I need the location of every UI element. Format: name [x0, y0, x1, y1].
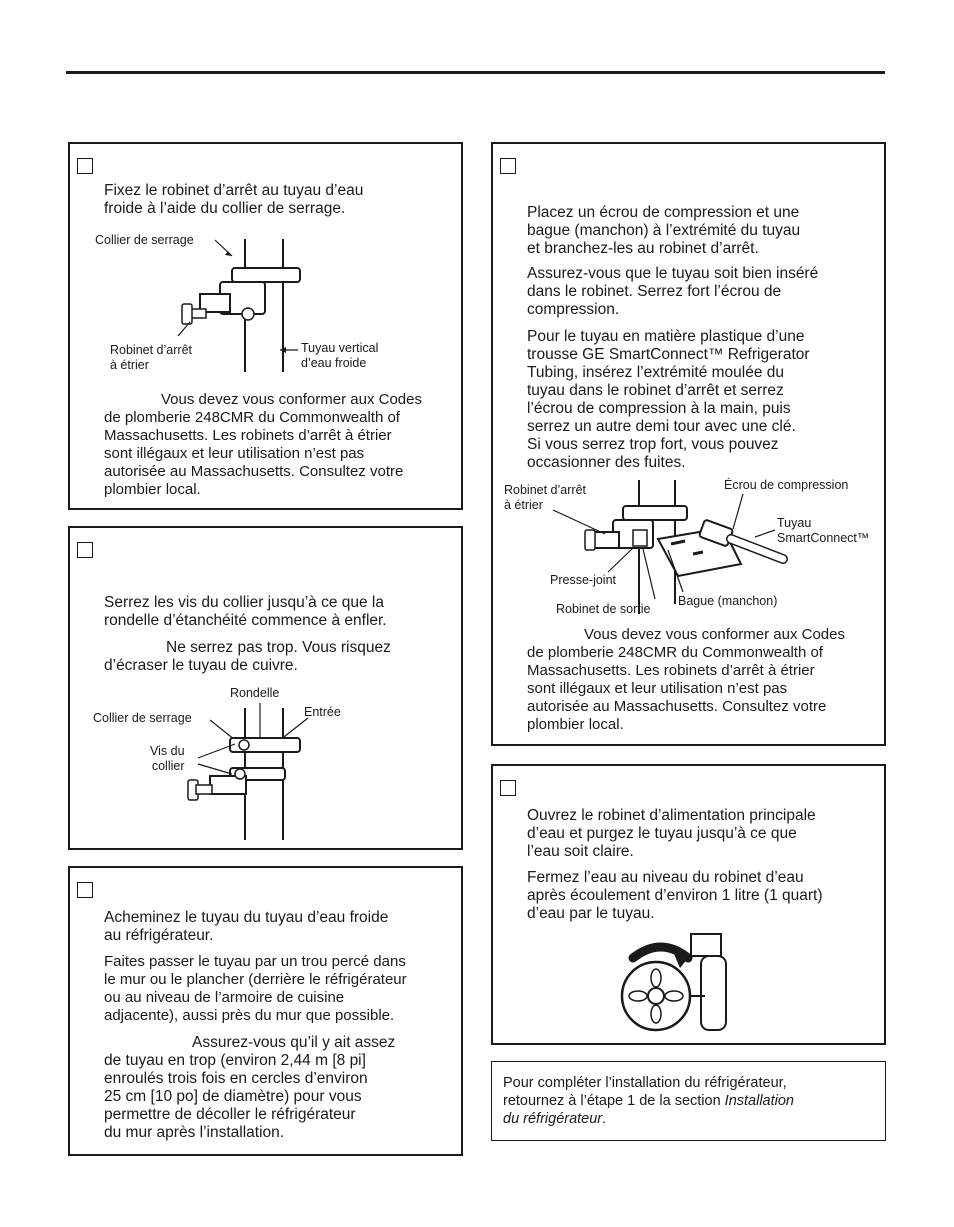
step3-box — [68, 866, 463, 1156]
final-note-link[interactable]: Installation du réfrigérateur — [503, 1093, 794, 1127]
water-valve-illustration — [493, 766, 888, 1047]
label-robinet-de-sortie: Robinet de sortie — [556, 602, 651, 616]
label-robinet-arret-etrier-4: Robinet d’arrêt à étrier — [504, 483, 586, 512]
step3-para3: Assurez-vous qu’il y ait assez de tuyau en trop (environ 2,44 m [8 pi] enroulés trois fois en cercles d’environ 25 cm [10 po] de diamètre) pour vous permettre de décoller le réfrigérateur du mur après l’installation. — [104, 1034, 396, 1141]
label-robinet-arret-etrier: Robinet d’arrêt à étrier — [110, 343, 192, 372]
step1-box — [68, 142, 463, 510]
label-entree: Entrée — [304, 705, 341, 719]
final-note-plain: Pour compléter l’installation du réfrigérateur, retournez à l’étape 1 de la section — [503, 1075, 787, 1109]
step4-para1: Placez un écrou de compression et une bague (manchon) à l’extrémité du tuyau et branchez-les au robinet d’arrêt. — [527, 204, 801, 257]
step5-box — [491, 764, 886, 1045]
step4-box — [491, 142, 886, 746]
step4-para3: Pour le tuyau en matière plastique d’une trousse GE SmartConnect™ Refrigerator Tubing, insérez l’extrémité moulée du tuyau dans le robinet d’arrêt et serrez l’écrou de compression à la main, puis serrez un autre demi tour avec une clé. Si vous serrez trop fort, vous pouvez occasionner des fuites. — [527, 328, 810, 471]
label-bague-manchon: Bague (manchon) — [678, 594, 778, 608]
final-note-text — [503, 1074, 794, 1128]
step2-instruction: Serrez les vis du collier jusqu’à ce que la rondelle d’étanchéité commence à enfler. — [104, 594, 387, 629]
step2-box — [68, 526, 463, 850]
step3-para1: Acheminez le tuyau du tuyau d’eau froide au réfrigérateur. — [104, 909, 389, 944]
label-tuyau-smartconnect: Tuyau SmartConnect™ — [777, 516, 870, 545]
step2-caution: Ne serrez pas trop. Vous risquez d’écraser le tuyau de cuivre. — [104, 639, 391, 674]
label-tuyau-vertical: Tuyau vertical d’eau froide — [301, 341, 379, 370]
label-ecrou-compression: Écrou de compression — [724, 478, 849, 492]
step4-note: Vous devez vous conformer aux Codes de plomberie 248CMR du Commonwealth of Massachusetts. Les robinets d’arrêt à étrier sont illégaux et leur utilisation n’est pas autorisée au Massachusetts. Consultez votre plombier local. — [527, 626, 845, 733]
step5-para2: Fermez l’eau au niveau du robinet d’eau après écoulement d’environ 1 litre (1 quart) d’eau par le tuyau. — [527, 869, 823, 922]
step1-instruction: Fixez le robinet d’arrêt au tuyau d’eau froide à l’aide du collier de serrage. — [104, 182, 364, 217]
label-presse-joint: Presse-joint — [550, 573, 616, 587]
step1-note: Vous devez vous conformer aux Codes de plomberie 248CMR du Commonwealth of Massachusetts. Les robinets d’arrêt à étrier sont illégaux et leur utilisation n’est pas autorisée au Massachusetts. Consultez votre plombier local. — [104, 391, 422, 498]
step3-para2: Faites passer le tuyau par un trou percé dans le mur ou le plancher (derrière le réfrigérateur ou au niveau de l’armoire de cuisine adjacente), aussi près du mur que possible. — [104, 953, 407, 1024]
label-rondelle: Rondelle — [230, 686, 280, 700]
clamp-screws-illustration — [70, 528, 465, 852]
label-vis-du-collier: Vis du collier — [150, 744, 185, 773]
step4-para2: Assurez-vous que le tuyau soit bien inséré dans le robinet. Serrez fort l’écrou de compression. — [527, 265, 819, 318]
header-rule — [66, 71, 885, 74]
step5-para1: Ouvrez le robinet d’alimentation principale d’eau et purgez le tuyau jusqu’à ce que l’eau soit claire. — [527, 807, 816, 860]
final-note-end: . — [602, 1111, 607, 1127]
label-collier-de-serrage: Collier de serrage — [95, 233, 194, 247]
final-note-box — [491, 1061, 886, 1141]
step3-checkbox[interactable] — [77, 882, 93, 898]
label-collier-de-serrage-2: Collier de serrage — [93, 711, 192, 725]
